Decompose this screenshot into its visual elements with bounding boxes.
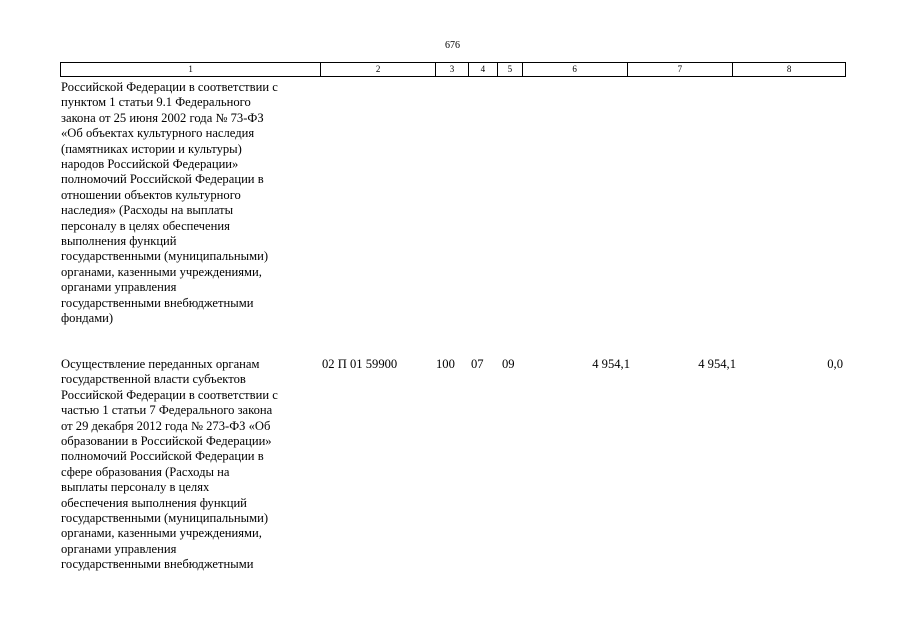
- row-2-description: Осуществление переданных органам государственной власти субъектов Российской Федерации в соответствии с частью 1 статьи 7 Федерального закона от 29 декабря 2012 года № 273-ФЗ «Об образовании в Российской Федерации» полномочий Российской Федерации в сфере образования (Расходы на выплаты персоналу в целях обеспечения выполнения функций государственными (муниципальными) органами, казенными учреждениями, органами управления государственными внебюджетными: [61, 357, 278, 572]
- row-2-amount-col6: 4 954,1: [592, 357, 630, 371]
- column-header-3: 3: [436, 63, 469, 76]
- row-2-target-code: 02 П 01 59900: [322, 357, 398, 371]
- column-header-1: 1: [61, 63, 321, 76]
- row-1-description: Российской Федерации в соответствии с пунктом 1 статьи 9.1 Федерального закона от 25 июня 2002 года № 73-ФЗ «Об объектах культурного наследия (памятниках истории и культуры) народов Российской Федерации» полномочий Российской Федерации в отношении объектов культурного наследия» (Расходы на выплаты персоналу в целях обеспечения выполнения функций государственными (муниципальными) органами, казенными учреждениями, органами управления государственными внебюджетными фондами): [61, 80, 278, 326]
- column-header-8: 8: [786, 64, 792, 74]
- column-header-7: 7: [628, 63, 734, 76]
- row-2-expense-type: 100: [436, 357, 455, 371]
- row-2-section: 07: [471, 357, 484, 371]
- column-header-6: 6: [523, 63, 628, 76]
- page-number: 676: [445, 40, 460, 51]
- row-2-subsection: 09: [502, 357, 515, 371]
- column-header-5: 5: [498, 63, 523, 76]
- row-2-amount-col7: 4 954,1: [698, 357, 736, 371]
- row-2-amount-col8: 0,0: [827, 357, 843, 371]
- table-header-row: [60, 62, 846, 77]
- column-header-2: 2: [321, 63, 436, 76]
- column-header-4: 4: [469, 63, 498, 76]
